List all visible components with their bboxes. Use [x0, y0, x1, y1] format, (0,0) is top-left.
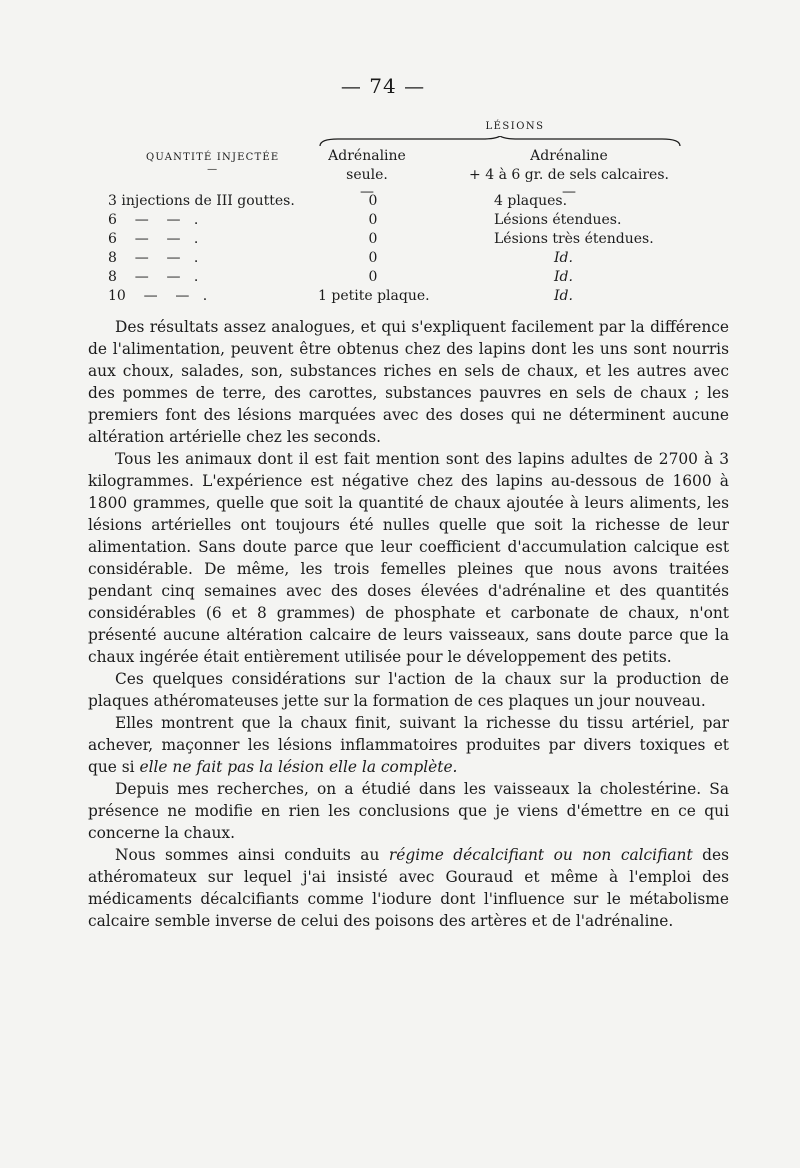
calcaires-cell: Lésions très étendues. [494, 231, 654, 247]
adrenaline-cell: 0 [368, 231, 378, 247]
calcaires-cell: Id. [554, 288, 573, 304]
adrenaline-cell: 0 [368, 250, 378, 266]
quantity-cell: 6 — — . [108, 212, 199, 228]
page-number: — 74 — [340, 74, 426, 98]
body-text [88, 316, 729, 932]
paragraph: Depuis mes recherches, on a étudié dans les vaisseaux la cholestérine. Sa présence ne modifie en rien les conclusions que je viens d'émettre en ce qui concerne la chaux. [88, 780, 729, 842]
paragraph: Des résultats assez analogues, et qui s'expliquent facilement par la différence de l'alimentation, peuvent être obtenus chez des lapins dont les uns sont nourris aux choux, salades, son, substances riches en sels de chaux, et les autres avec des pommes de terre, des carottes, substances pauvres en sels de chaux ; les premiers font des lésions marquées avec des doses qui ne déterminent aucune altération artérielle chez les seconds. [88, 318, 729, 446]
calcaires-cell: Id. [554, 250, 573, 266]
adrenaline-column-header: Adrénaline seule. — [328, 148, 406, 200]
table-row [108, 231, 708, 250]
table-row [108, 269, 708, 288]
quantity-cell: 6 — — . [108, 231, 199, 247]
calcaires-cell: Id. [554, 269, 573, 285]
table-row [108, 212, 708, 231]
quantity-cell: 10 — — . [108, 288, 208, 304]
results-table [108, 193, 708, 307]
paragraph: Elles montrent que la chaux finit, suivant la richesse du tissu artériel, par achever, maçonner les lésions inflammatoires produites par divers toxiques et que si elle ne fait pas la lésion elle la complète. [88, 714, 729, 776]
table-row [108, 250, 708, 269]
table-row [108, 288, 708, 307]
quantity-cell: 8 — — . [108, 269, 199, 285]
paragraph: Ces quelques considérations sur l'action de la chaux sur la production de plaques athéromateuses jette sur la formation de ces plaques un jour nouveau. [88, 670, 729, 710]
calcaires-cell: Lésions étendues. [494, 212, 622, 228]
emphasis: régime décalcifiant ou non calcifiant [388, 846, 693, 864]
adrenaline-cell: 0 [368, 193, 378, 209]
calcaires-column-header: Adrénaline + 4 à 6 gr. de sels calcaires. — [469, 148, 669, 200]
column-dash: — [207, 164, 219, 175]
adrenaline-cell: 1 petite plaque. [318, 288, 430, 304]
adrenaline-cell: 0 [368, 212, 378, 228]
calcaires-cell: 4 plaques. [494, 193, 568, 209]
quantity-column-header: QUANTITÉ INJECTÉE — [146, 152, 280, 175]
quantity-cell: 8 — — . [108, 250, 199, 266]
lesions-header: LÉSIONS [485, 121, 545, 132]
table-row [108, 193, 708, 212]
adrenaline-cell: 0 [368, 269, 378, 285]
emphasis: elle ne fait pas la lésion elle la complète. [139, 758, 458, 776]
paragraph: Nous sommes ainsi conduits au régime décalcifiant ou non calcifiant des athéromateux sur lequel j'ai insisté avec Gouraud et même à l'emploi des médicaments décalcifiants comme l'iodure dont l'influence sur le métabolisme calcaire semble inverse de celui des poisons des artères et de l'adrénaline. [88, 846, 729, 930]
paragraph: Tous les animaux dont il est fait mention sont des lapins adultes de 2700 à 3 kilogrammes. L'expérience est négative chez des lapins au-dessous de 1600 à 1800 grammes, quelle que soit la quantité de chaux ajoutée à leurs aliments, les lésions artérielles ont toujours été nulles quelle que soit la richesse de leur alimentation. Sans doute parce que leur coefficient d'accumulation calcique est considérable. De même, les trois femelles pleines que nous avons traitées pendant cinq semaines avec des doses élevées d'adrénaline et des quantités considérables (6 et 8 grammes) de phosphate et carbonate de chaux, n'ont présenté aucune altération calcaire de leurs vaisseaux, sans doute parce que la chaux ingérée était entièrement utilisée pour le développement des petits. [88, 450, 729, 666]
quantity-cell: 3 injections de III gouttes. [108, 193, 295, 209]
